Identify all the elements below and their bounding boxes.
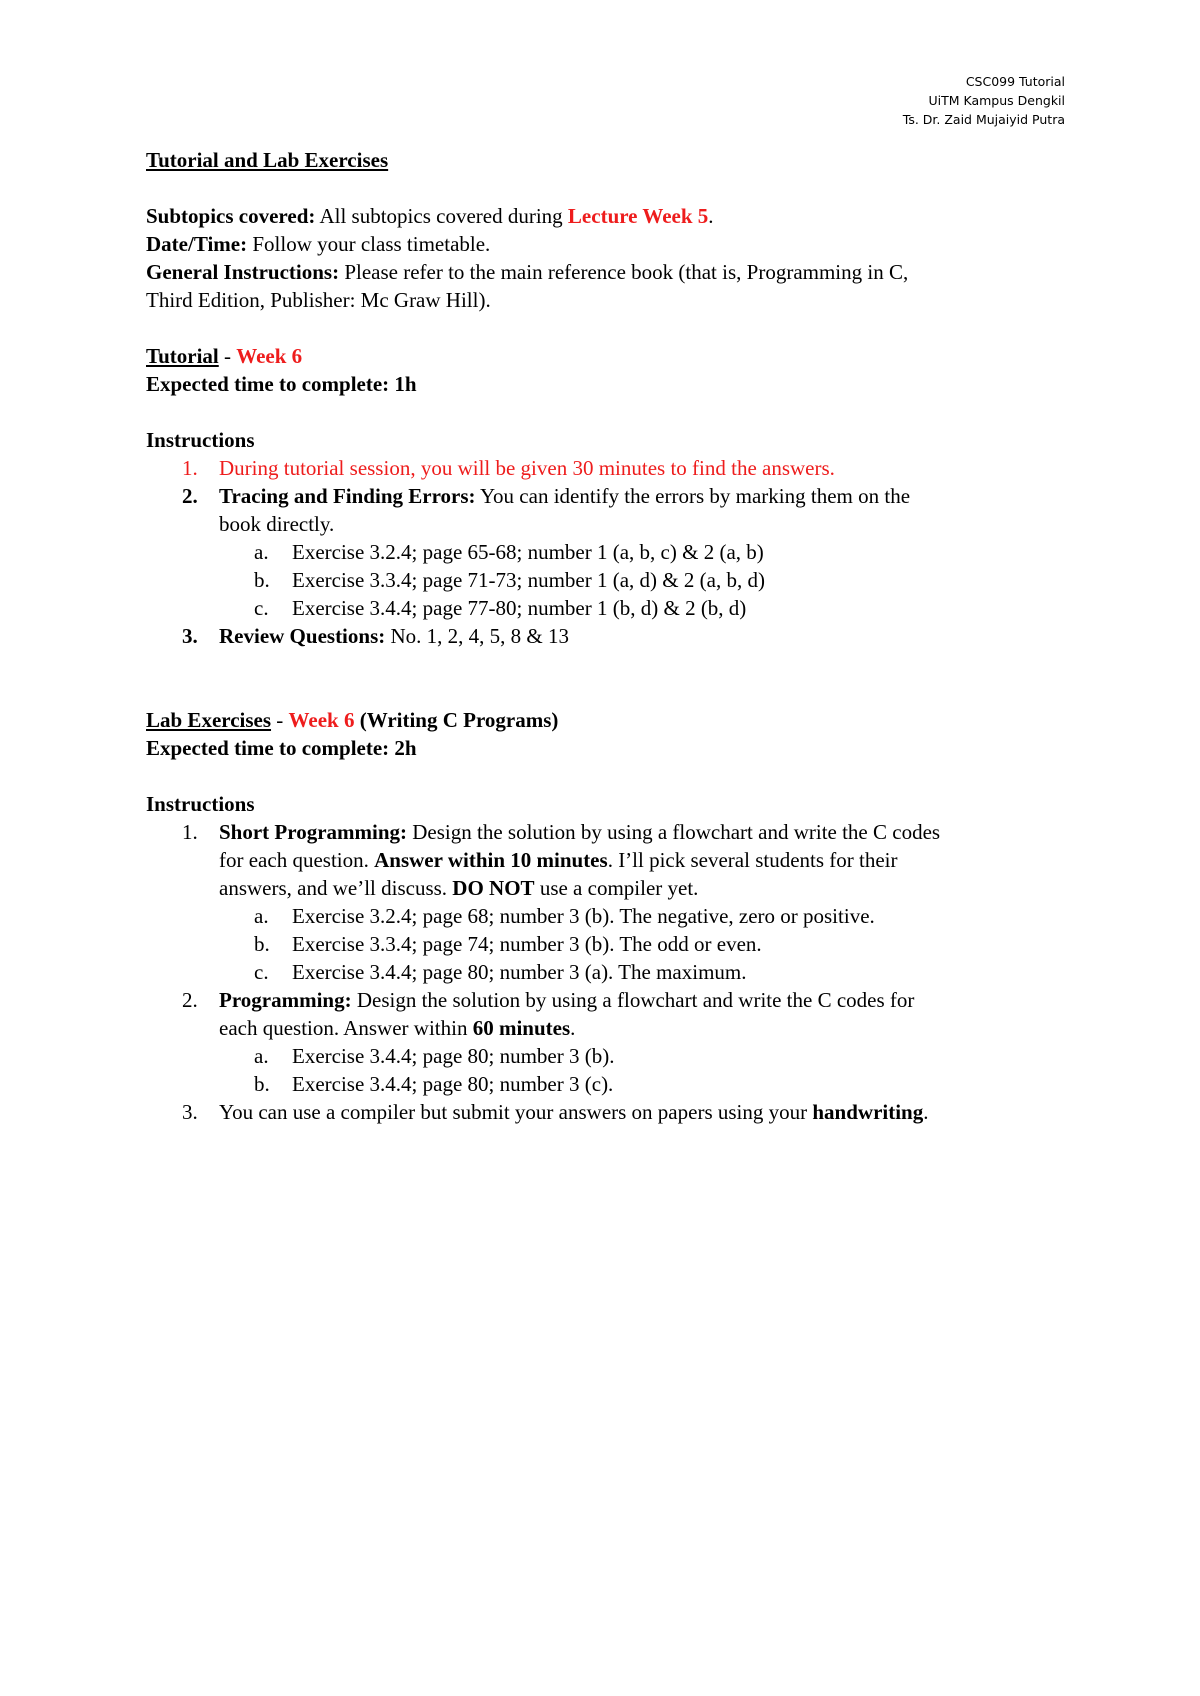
header-course: CSC099 Tutorial	[965, 74, 1065, 89]
tutorial-item-1-text: During tutorial session, you will be given 30 minutes to find the answers.	[219, 456, 835, 480]
lab-subitem	[146, 902, 1066, 930]
lab-subitem	[146, 1070, 1066, 1098]
lab-dash: -	[271, 708, 289, 732]
lab-item-1-text-1: Design the solution by using a flowchart and write the C codes	[407, 820, 941, 844]
lab-item-2-bold: 60 minutes	[472, 1016, 571, 1040]
lab-item-1-cont	[146, 846, 1066, 874]
lab-subitem-text: Exercise 3.3.4; page 74; number 3 (b). The odd or even.	[292, 932, 762, 956]
tutorial-expected-time: Expected time to complete: 1h	[146, 372, 417, 396]
lab-item-2-label: Programming:	[219, 988, 352, 1012]
subtopics-line	[146, 202, 1066, 230]
lab-subitem	[146, 930, 1066, 958]
lab-subitem	[146, 958, 1066, 986]
lab-item-2-text-2a: each question. Answer within	[219, 1016, 473, 1040]
datetime-text: Follow your class timetable.	[247, 232, 491, 256]
tutorial-subitem-letter: a.	[254, 540, 269, 564]
lab-item-3-num: 3.	[182, 1100, 198, 1124]
lab-subitem-text: Exercise 3.4.4; page 80; number 3 (a). The maximum.	[292, 960, 747, 984]
tutorial-title: Tutorial	[146, 344, 219, 368]
lab-expected-time: Expected time to complete: 2h	[146, 736, 417, 760]
general-label: General Instructions:	[146, 260, 340, 284]
lab-item-1-bold: Answer within 10 minutes	[374, 848, 608, 872]
tutorial-item-2-label: Tracing and Finding Errors:	[219, 484, 476, 508]
lab-subitem-letter: c.	[254, 960, 269, 984]
lab-subitem-text: Exercise 3.4.4; page 80; number 3 (b).	[292, 1044, 615, 1068]
tutorial-item-3-num: 3.	[182, 624, 198, 648]
tutorial-item-3-label: Review Questions:	[219, 624, 386, 648]
tutorial-subitem-letter: b.	[254, 568, 270, 592]
tutorial-item-2	[146, 482, 1066, 510]
lab-item-2-cont	[146, 1014, 1066, 1042]
lab-heading	[146, 706, 1066, 734]
tutorial-subitem-text: Exercise 3.3.4; page 71-73; number 1 (a, d) & 2 (a, b, d)	[292, 568, 765, 592]
lab-week: Week 6	[288, 708, 355, 732]
tutorial-subitem	[146, 594, 1066, 622]
tutorial-item-1	[146, 454, 1066, 482]
lab-item-2-text-1: Design the solution by using a flowchart and write the C codes for	[351, 988, 915, 1012]
general-text-1: Please refer to the main reference book (that is, Programming in C,	[339, 260, 909, 284]
lab-item-2-num: 2.	[182, 988, 198, 1012]
lab-subitem-letter: b.	[254, 932, 270, 956]
lab-item-1-text-3b: use a compiler yet.	[534, 876, 699, 900]
tutorial-instructions-heading: Instructions	[146, 428, 255, 452]
subtopics-text: All subtopics covered during	[315, 204, 568, 228]
tutorial-heading	[146, 342, 1066, 370]
datetime-line	[146, 230, 1066, 258]
header-author: Ts. Dr. Zaid Mujaiyid Putra	[902, 112, 1065, 127]
tutorial-item-2-cont	[146, 510, 1066, 538]
document-body	[146, 146, 1066, 1126]
tutorial-dash: -	[218, 344, 237, 368]
subtopics-end: .	[708, 204, 714, 228]
tutorial-item-2-text-1: You can identify the errors by marking them on the	[475, 484, 911, 508]
lab-item-3-bold: handwriting	[812, 1100, 924, 1124]
subtopics-label: Subtopics covered:	[146, 204, 316, 228]
lab-item-1-num: 1.	[182, 820, 198, 844]
subtopics-highlight: Lecture Week 5	[567, 204, 709, 228]
lab-item-1-bold2: DO NOT	[452, 876, 535, 900]
lab-subitem-text: Exercise 3.2.4; page 68; number 3 (b). The negative, zero or positive.	[292, 904, 875, 928]
lab-item-1-text-2a: for each question.	[219, 848, 375, 872]
lab-subitem-letter: b.	[254, 1072, 270, 1096]
lab-subitem	[146, 1042, 1066, 1070]
lab-subitem-letter: a.	[254, 1044, 269, 1068]
tutorial-week: Week 6	[236, 344, 303, 368]
lab-item-3-text: You can use a compiler but submit your answers on papers using your	[219, 1100, 813, 1124]
tutorial-subitem	[146, 538, 1066, 566]
lab-instructions-heading: Instructions	[146, 792, 255, 816]
lab-subitem-text: Exercise 3.4.4; page 80; number 3 (c).	[292, 1072, 614, 1096]
tutorial-subitem-text: Exercise 3.4.4; page 77-80; number 1 (b, d) & 2 (b, d)	[292, 596, 747, 620]
tutorial-subitem-letter: c.	[254, 596, 269, 620]
lab-item-2-text-2b: .	[570, 1016, 576, 1040]
tutorial-subitem-text: Exercise 3.2.4; page 65-68; number 1 (a, b, c) & 2 (a, b)	[292, 540, 764, 564]
general-text-2: Third Edition, Publisher: Mc Graw Hill).	[146, 288, 491, 312]
lab-item-1-text-2b: . I’ll pick several students for their	[607, 848, 898, 872]
page-header	[903, 72, 1065, 129]
tutorial-item-2-num: 2.	[182, 484, 198, 508]
datetime-label: Date/Time:	[146, 232, 248, 256]
tutorial-item-3-text: No. 1, 2, 4, 5, 8 & 13	[385, 624, 569, 648]
tutorial-item-3	[146, 622, 1066, 650]
lab-item-1-text-3a: answers, and we’ll discuss.	[219, 876, 453, 900]
tutorial-item-2-text-2: book directly.	[219, 512, 335, 536]
tutorial-item-1-num: 1.	[182, 456, 198, 480]
lab-item-1	[146, 818, 1066, 846]
lab-subitem-letter: a.	[254, 904, 269, 928]
lab-item-2	[146, 986, 1066, 1014]
lab-title: Lab Exercises	[146, 708, 272, 732]
lab-subtitle: (Writing C Programs)	[354, 708, 559, 732]
header-campus: UiTM Kampus Dengkil	[928, 93, 1065, 108]
lab-item-1-label: Short Programming:	[219, 820, 408, 844]
document-title: Tutorial and Lab Exercises	[146, 148, 389, 172]
tutorial-subitem	[146, 566, 1066, 594]
general-instructions-line	[146, 258, 1066, 286]
lab-item-3-end: .	[923, 1100, 929, 1124]
lab-item-1-cont	[146, 874, 1066, 902]
lab-item-3	[146, 1098, 1066, 1126]
